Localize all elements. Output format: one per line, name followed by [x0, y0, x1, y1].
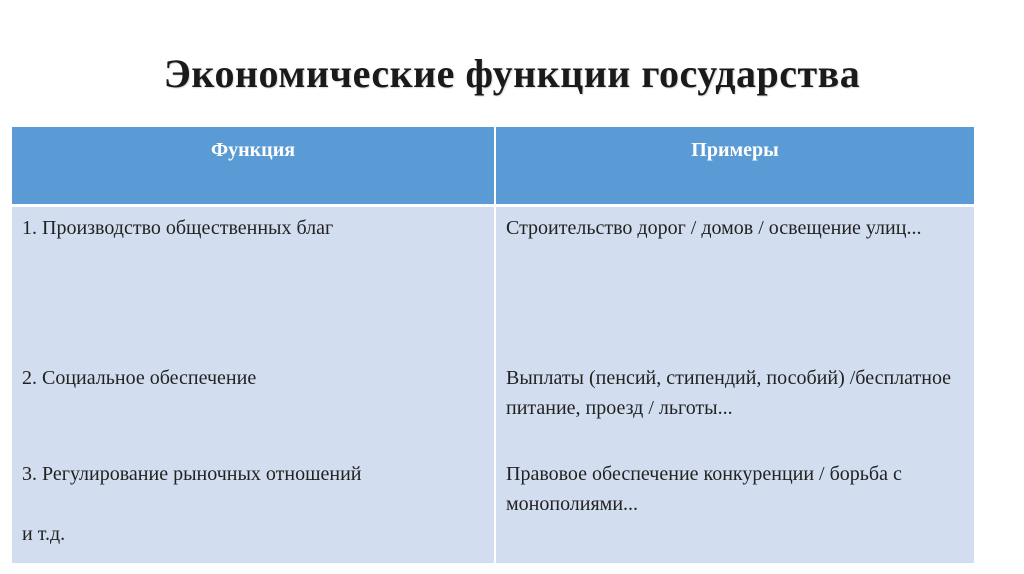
- functions-table: [12, 127, 974, 550]
- header-function: Функция: [12, 127, 495, 206]
- header-examples: Примеры: [495, 127, 974, 206]
- functions-cell: [12, 206, 495, 564]
- example-item-1: Строительство дорог / домов / освещение улиц...: [506, 217, 922, 239]
- table-row: [12, 206, 974, 564]
- function-item-etc: и т.д.: [22, 523, 66, 545]
- table-header-row: [12, 127, 974, 206]
- function-item-2: 2. Социальное обеспечение: [22, 367, 257, 389]
- examples-cell: [495, 206, 974, 564]
- function-item-1: 1. Производство общественных благ: [22, 217, 334, 239]
- example-item-2: Выплаты (пенсий, стипендий, пособий) /бесплатное питание, проезд / льготы...: [506, 367, 952, 419]
- function-item-3: 3. Регулирование рыночных отношений: [22, 463, 362, 485]
- example-item-3: Правовое обеспечение конкуренции / борьба с монополиями...: [506, 463, 902, 515]
- slide-title: Экономические функции государства: [163, 51, 861, 96]
